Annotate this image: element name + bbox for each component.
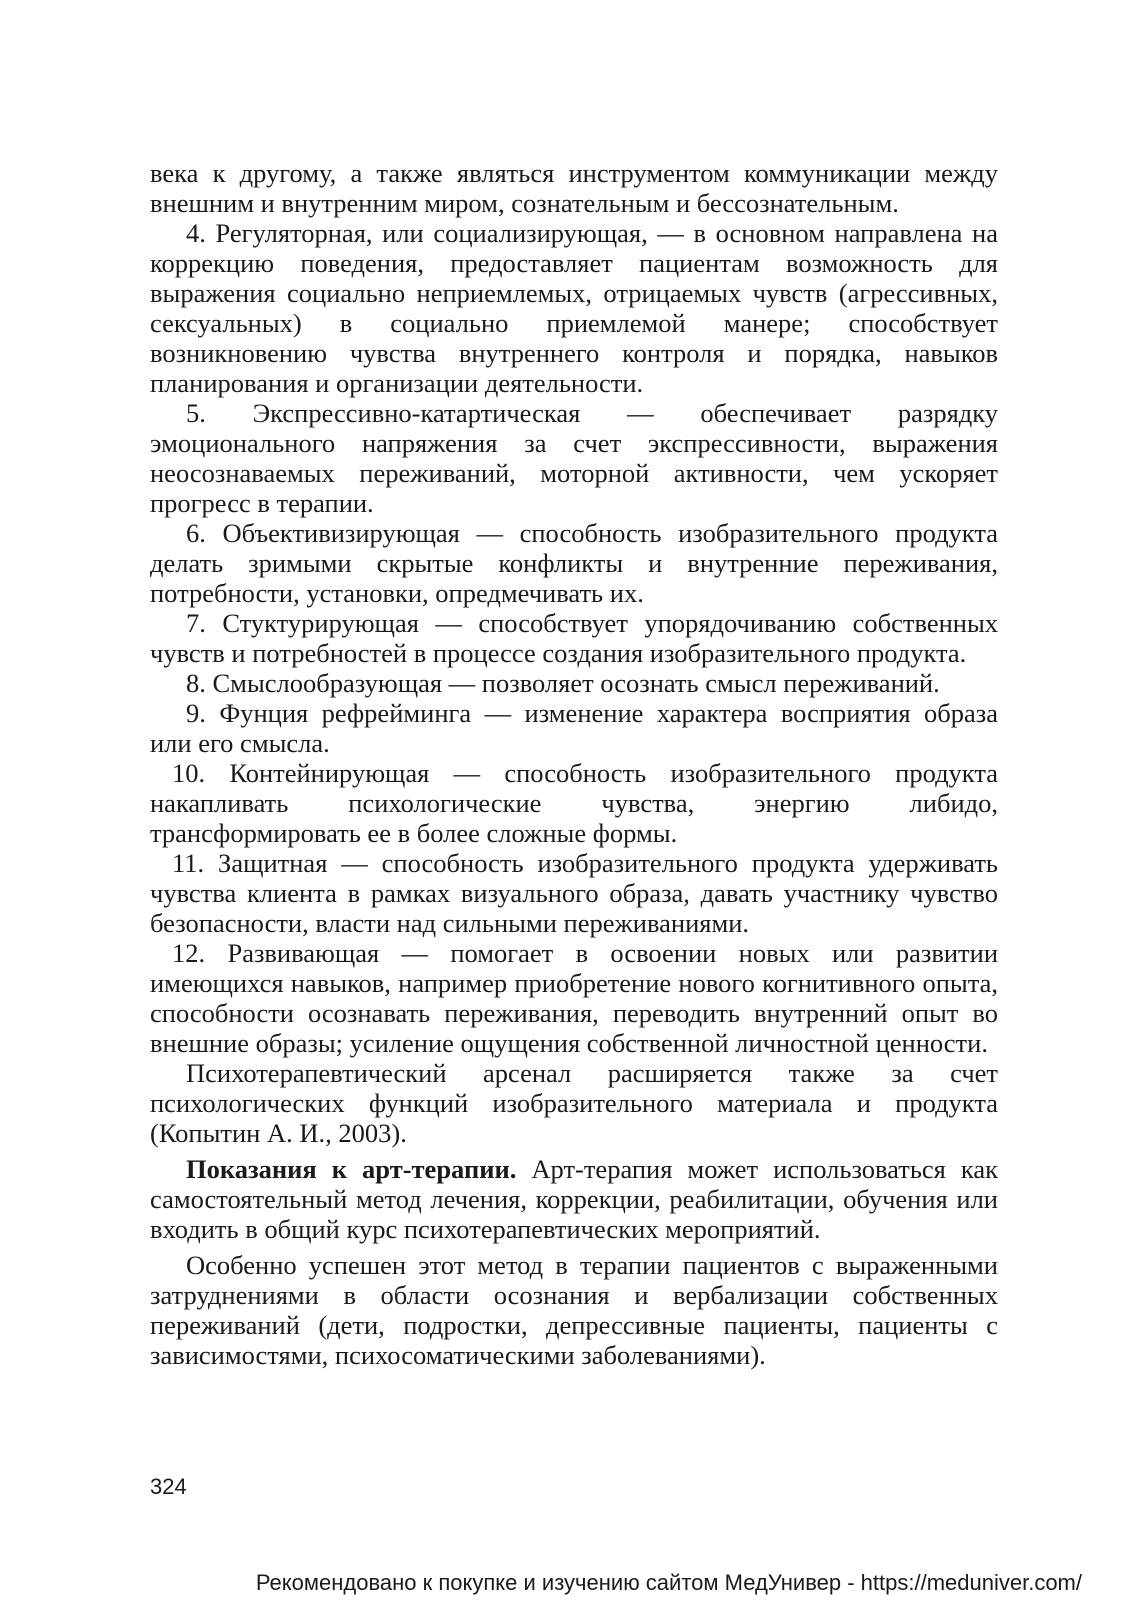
list-item-4: 4. Регуляторная, или социализирующая, — в основном направлена на коррекцию поведения, предоставляет пациентам возможность для выражения социально неприемлемых, отрицаемых чувств (агрессивных, сексуальных) в социально приемлемой манере; способствует возникновению чувства внутреннего контроля и порядка, навыков планирования и организации деятельности. <box>150 218 998 398</box>
indications-text: Арт-терапия может использоваться как самостоятельный метод лечения, коррекции, реабилитации, обучения или входить в общий курс психотерапевтических мероприятий. <box>150 1154 998 1244</box>
list-item-8: 8. Смыслообразующая — позволяет осознать смысл переживаний. <box>186 668 940 698</box>
indications-heading: Показания к арт-терапии. <box>186 1154 517 1184</box>
list-item-6: 6. Объективизирующая — способность изобразительного продукта делать зримыми скрытые конфликты и внутренние переживания, потребности, установки, опредмечивать их. <box>150 518 998 608</box>
list-item-7: 7. Стуктурирующая — способствует упорядочиванию собственных чувств и потребностей в процессе создания изобразительного продукта. <box>150 608 998 668</box>
list-item-9: 9. Фунция рефрейминга — изменение характера восприятия образа или его смысла. <box>150 698 998 758</box>
paragraph-last: Особенно успешен этот метод в терапии пациентов с выраженными затруднениями в области осознания и вербализации собственных переживаний (дети, подростки, депрессивные пациенты, пациенты с зависимостями, психосоматическими заболеваниями). <box>150 1250 998 1370</box>
footer-recommendation: Рекомендовано к покупке и изучению сайтом МедУнивер - https://meduniver.com/ <box>255 1570 1082 1595</box>
page-body-text <box>150 158 998 1370</box>
paragraph-arsenal: Психотерапевтический арсенал расширяется также за счет психологических функций изобразительного материала и продукта (Копытин А. И., 2003). <box>150 1058 998 1148</box>
list-item-5: 5. Экспрессивно-катартическая — обеспечивает разрядку эмоционального напряжения за счет экспрессивности, выражения неосознаваемых переживаний, моторной активности, чем ускоряет прогресс в терапии. <box>150 398 998 518</box>
page-number: 324 <box>150 1474 187 1499</box>
paragraph-indications <box>150 1154 998 1244</box>
paragraph-continuation: века к другому, а также являться инструментом коммуникации между внешним и внутренним миром, сознательным и бессознательным. <box>150 158 998 218</box>
list-item-11: 11. Защитная — способность изобразительного продукта удерживать чувства клиента в рамках визуального образа, давать участнику чувство безопасности, власти над сильными переживаниями. <box>150 848 998 938</box>
list-item-10: 10. Контейнирующая — способность изобразительного продукта накапливать психологические чувства, энергию либидо, трансформировать ее в более сложные формы. <box>150 758 998 848</box>
list-item-12: 12. Развивающая — помогает в освоении новых или развитии имеющихся навыков, например приобретение нового когнитивного опыта, способности осознавать переживания, переводить внутренний опыт во внешние образы; усиление ощущения собственной личностной ценности. <box>150 938 998 1058</box>
